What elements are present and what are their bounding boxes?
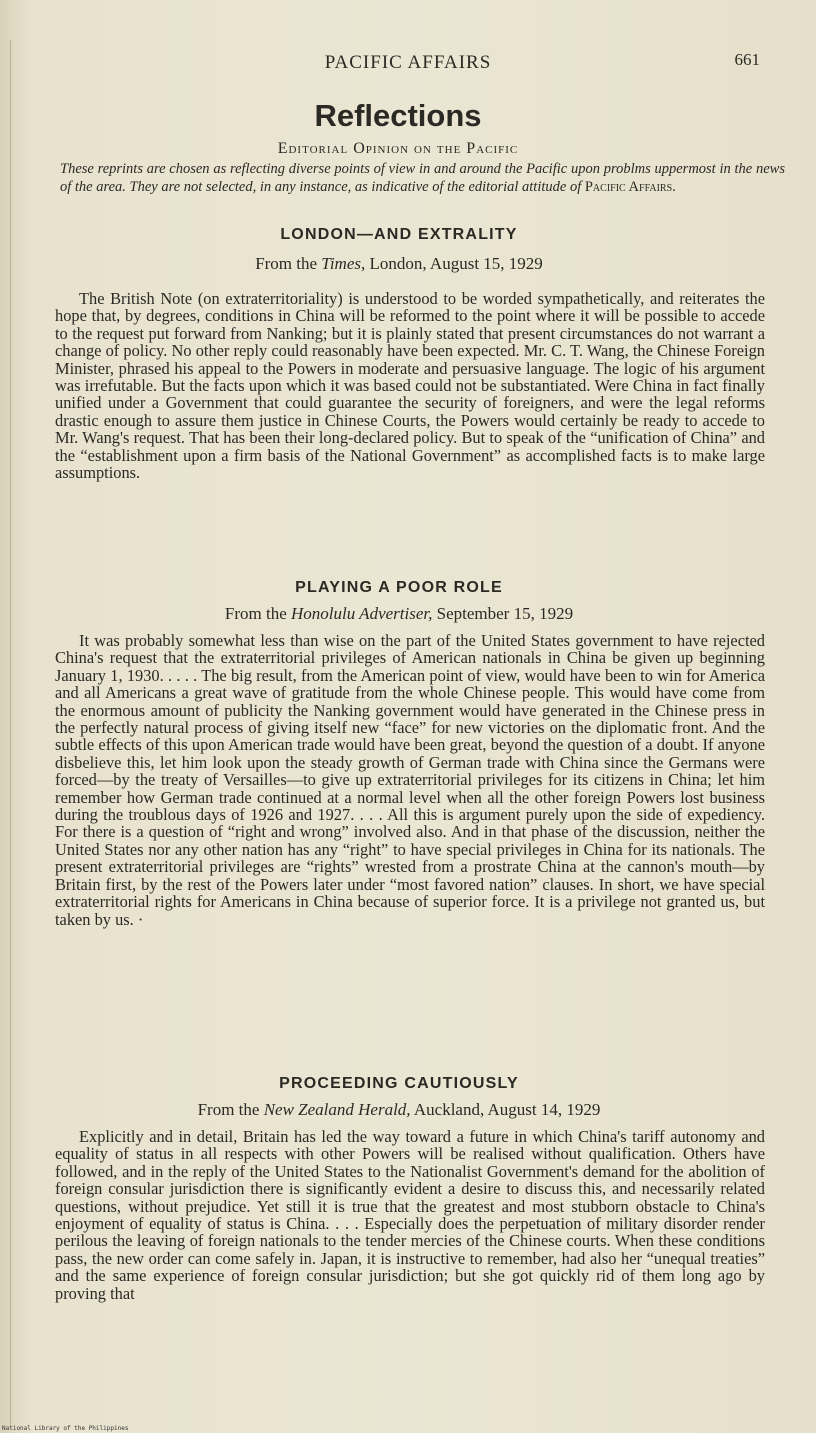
- section-heading-poor-role: PLAYING A POOR ROLE: [295, 579, 503, 596]
- source-details: London, August 15, 1929: [365, 254, 543, 273]
- source-publication: Honolulu Advertiser,: [291, 604, 433, 623]
- source-prefix: From the: [255, 254, 322, 273]
- intro-journal-ref: Pacific Affairs.: [584, 179, 676, 195]
- page-number: 661: [734, 50, 760, 69]
- running-header: PACIFIC AFFAIRS: [324, 52, 492, 73]
- scan-footer: National Library of the Philippines: [2, 1425, 129, 1432]
- page-title: Reflections: [314, 98, 482, 133]
- section-body-london: The British Note (on extraterritoriality) is understood to be worded sympathetically, and reiterates the hope that, by degrees, conditions in China will be reformed to the point where it will be possible to accede to the request put forward from Nanking; but it is plainly stated that present circumstances do not warrant a change of policy. No other reply could reasonably have been expected. Mr. C. T. Wang, the Chinese Foreign Minister, phrased his appeal to the Powers in moderate and persuasive language. The logic of his argument was irrefutable. But the facts upon which it was based could not be substantiated. Were China in fact finally unified under a Government that could guarantee the security of foreigners, and were the legal reforms drastic enough to assure them justice in Chinese Courts, the Powers would certainly be ready to accede to Mr. Wang's request. That has been their long-declared policy. But to speak of the “unification of China” and the “establishment upon a firm basis of the National Government” as accomplished facts is to make large assumptions.: [55, 289, 765, 483]
- source-publication: Times,: [321, 254, 366, 273]
- source-details: September 15, 1929: [432, 604, 574, 623]
- section-source-london: [0, 254, 798, 274]
- section-body-cautiously: Explicitly and in detail, Britain has led the way toward a future in which China's tariff autonomy and equality of status in all respects with other Powers will be realised without qualification. Others have followed, and in the reply of the United States to the Nationalist Government's demand for the abolition of foreign consular jurisdiction there is significantly evident a desire to discuss this, and necessarily related questions, without prejudice. Yet still it is true that the greatest and most stubborn obstacle to China's enjoyment of equality of status is China. . . . Especially does the perpetuation of military disorder render perilous the leaving of foreign nationals to the tender mercies of the Chinese courts. When these conditions pass, the new order can come safely in. Japan, it is instructive to remember, had also her “unequal treaties” and the same experience of foreign consular jurisdiction; but she got quickly rid of them long ago by proving that: [55, 1127, 765, 1303]
- section-source-cautiously: [0, 1100, 798, 1120]
- intro-note: [60, 160, 785, 196]
- page-subtitle: Editorial Opinion on the Pacific: [277, 140, 519, 157]
- section-body-poor-role: It was probably somewhat less than wise on the part of the United States government to have rejected China's request that the extraterritorial privileges of American nationals in China be given up beginning January 1, 1930. . . . . The big result, from the American point of view, would have been to win for America and all Americans a great wave of gratitude from the whole Chinese people. This would have come from the enormous amount of publicity the Nanking government would have generated in the Chinese press in the perfectly natural process of giving itself new “face” for new victories on the diplomatic front. And the subtle effects of this upon American trade would have been great, beyond the question of a doubt. If anyone disbelieve this, let him look upon the steady growth of German trade with China since the Germans were forced—by the treaty of Versailles—to give up extraterritorial privileges for its citizens in China; let him remember how German trade continued at a normal level when all the other foreign Powers lost business during the troublous days of 1926 and 1927. . . . All this is argument purely upon the side of expediency. For there is a question of “right and wrong” involved also. And in that phase of the discussion, neither the United States nor any other nation has any “right” to have special privileges in China for its nationals. The present extraterritorial privileges are “rights” wrested from a prostrate China at the cannon's mouth—by Britain first, by the rest of the Powers later under “most favored nation” clauses. In short, we have special extraterritorial rights for Americans in China because of superior force. It is a privilege not granted us, but taken by us. ·: [55, 631, 765, 929]
- margin-rule: [10, 40, 11, 1425]
- section-heading-london: LONDON—AND EXTRALITY: [280, 226, 518, 243]
- section-source-poor-role: [0, 604, 798, 624]
- source-publication: New Zealand Herald,: [263, 1100, 411, 1119]
- source-prefix: From the: [197, 1100, 264, 1119]
- source-details: Auckland, August 14, 1929: [410, 1100, 601, 1119]
- source-prefix: From the: [224, 604, 292, 623]
- intro-text: These reprints are chosen as reflecting diverse points of view in and around the Pacific upon problms uppermost in the news of the area. They are not selected, in any instance, as indicative of the editorial attitude of: [60, 161, 785, 195]
- section-heading-cautiously: PROCEEDING CAUTIOUSLY: [279, 1075, 519, 1092]
